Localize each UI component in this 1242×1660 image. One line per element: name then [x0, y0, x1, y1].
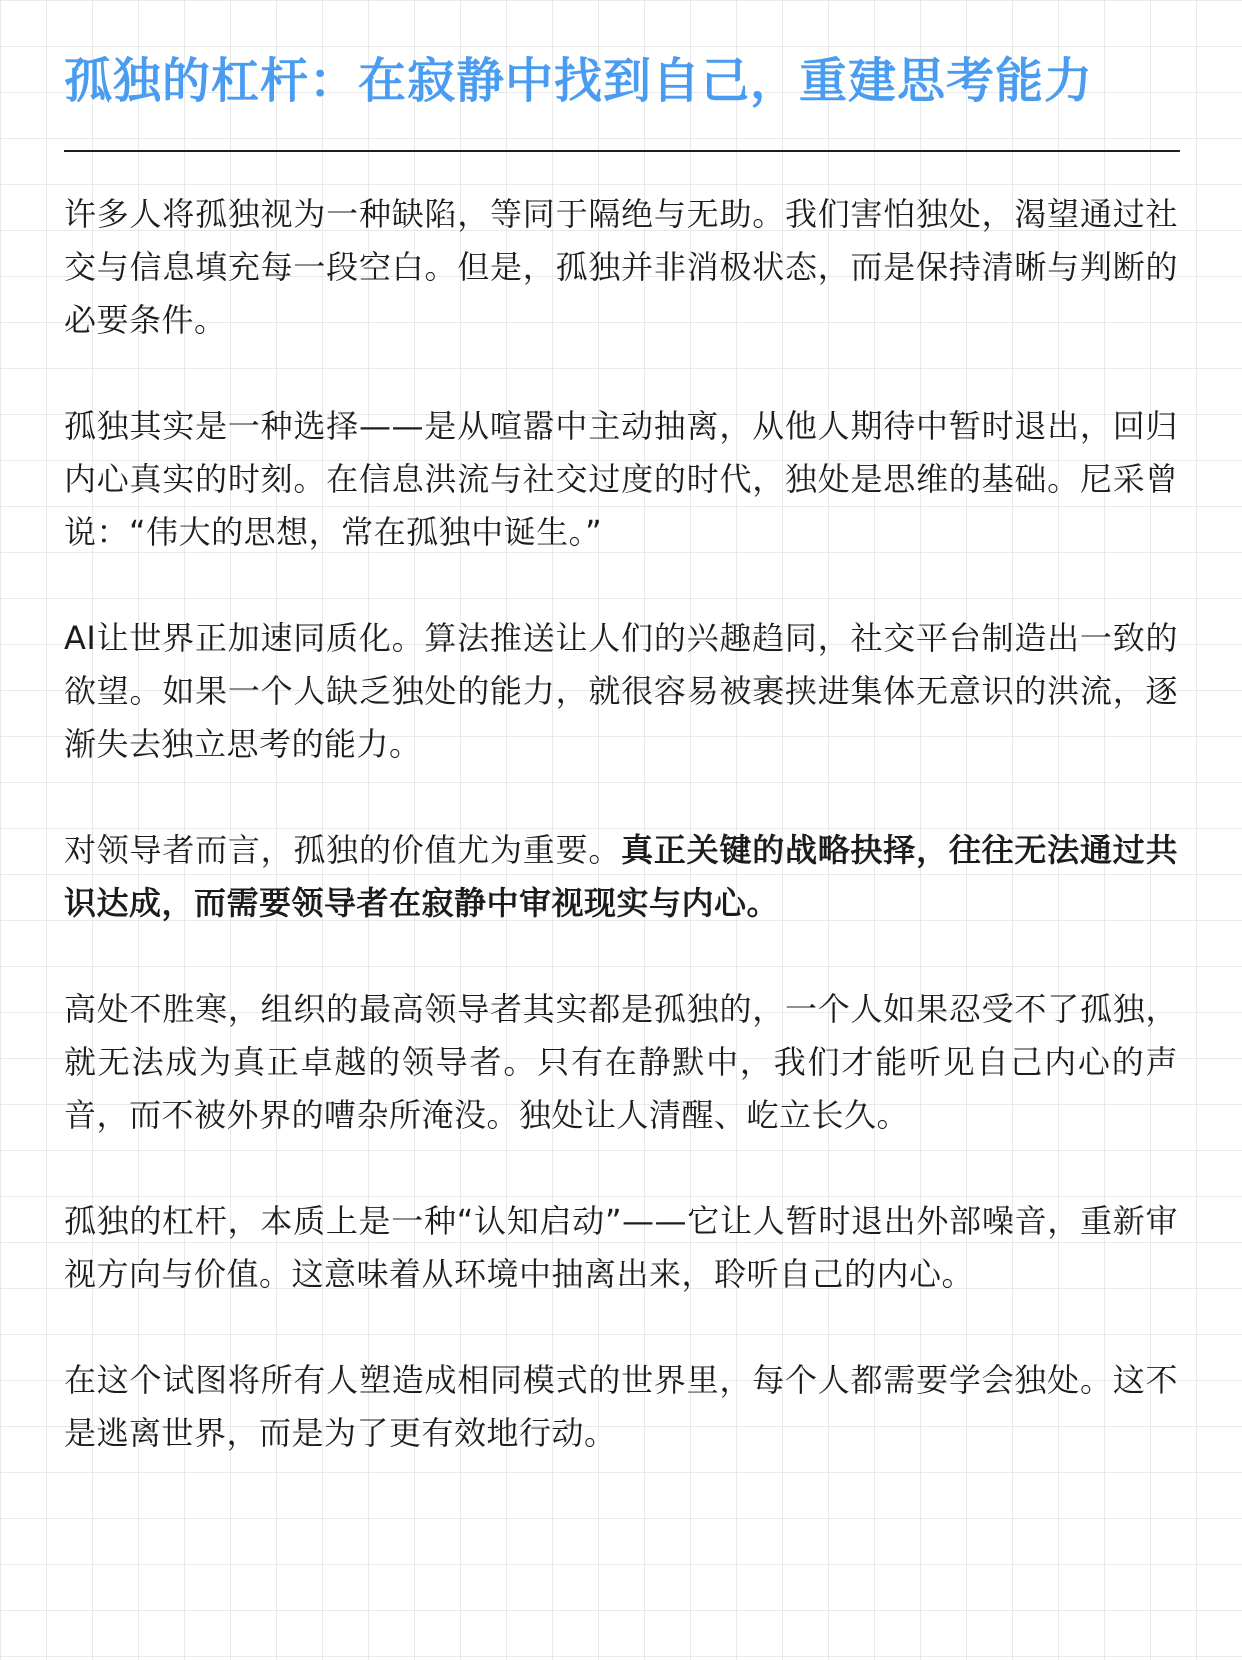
paragraph-3-text: AI让世界正加速同质化。算法推送让人们的兴趣趋同，社交平台制造出一致的欲望。如果一个人缺乏独处的能力，就很容易被裹挟进集体无意识的洪流，逐渐失去独立思考的能力。	[64, 619, 1178, 763]
paragraph-3	[64, 612, 1178, 771]
title-divider	[64, 150, 1180, 152]
article-body	[64, 188, 1178, 1460]
paragraph-5-text: 高处不胜寒，组织的最高领导者其实都是孤独的，一个人如果忍受不了孤独，就无法成为真正卓越的领导者。只有在静默中，我们才能听见自己内心的声音，而不被外界的嘈杂所淹没。独处让人清醒、屹立长久。	[64, 990, 1178, 1134]
paragraph-2	[64, 400, 1178, 559]
paragraph-6-text: 孤独的杠杆，本质上是一种“认知启动”——它让人暂时退出外部噪音，重新审视方向与价值。这意味着从环境中抽离出来，聆听自己的内心。	[64, 1202, 1178, 1293]
paragraph-6	[64, 1195, 1178, 1301]
paragraph-4	[64, 824, 1178, 930]
paragraph-7-text: 在这个试图将所有人塑造成相同模式的世界里，每个人都需要学会独处。这不是逃离世界，而是为了更有效地行动。	[64, 1361, 1178, 1452]
paragraph-7	[64, 1354, 1178, 1460]
paragraph-4-text: 对领导者而言，孤独的价值尤为重要。	[64, 831, 622, 869]
article-title: 孤独的杠杆：在寂静中找到自己，重建思考能力	[64, 53, 1094, 109]
paragraph-5	[64, 983, 1178, 1142]
paragraph-1-text: 许多人将孤独视为一种缺陷，等同于隔绝与无助。我们害怕独处，渴望通过社交与信息填充每一段空白。但是，孤独并非消极状态，而是保持清晰与判断的必要条件。	[64, 195, 1178, 339]
paragraph-1	[64, 188, 1178, 347]
paragraph-4-bold-text: 真正关键的战略抉择，往往无法通过共识达成，而需要领导者在寂静中审视现实与内心。	[64, 831, 1178, 922]
paragraph-2-text: 孤独其实是一种选择——是从喧嚣中主动抽离，从他人期待中暂时退出，回归内心真实的时刻。在信息洪流与社交过度的时代，独处是思维的基础。尼采曾说：“伟大的思想，常在孤独中诞生。”	[64, 407, 1178, 551]
